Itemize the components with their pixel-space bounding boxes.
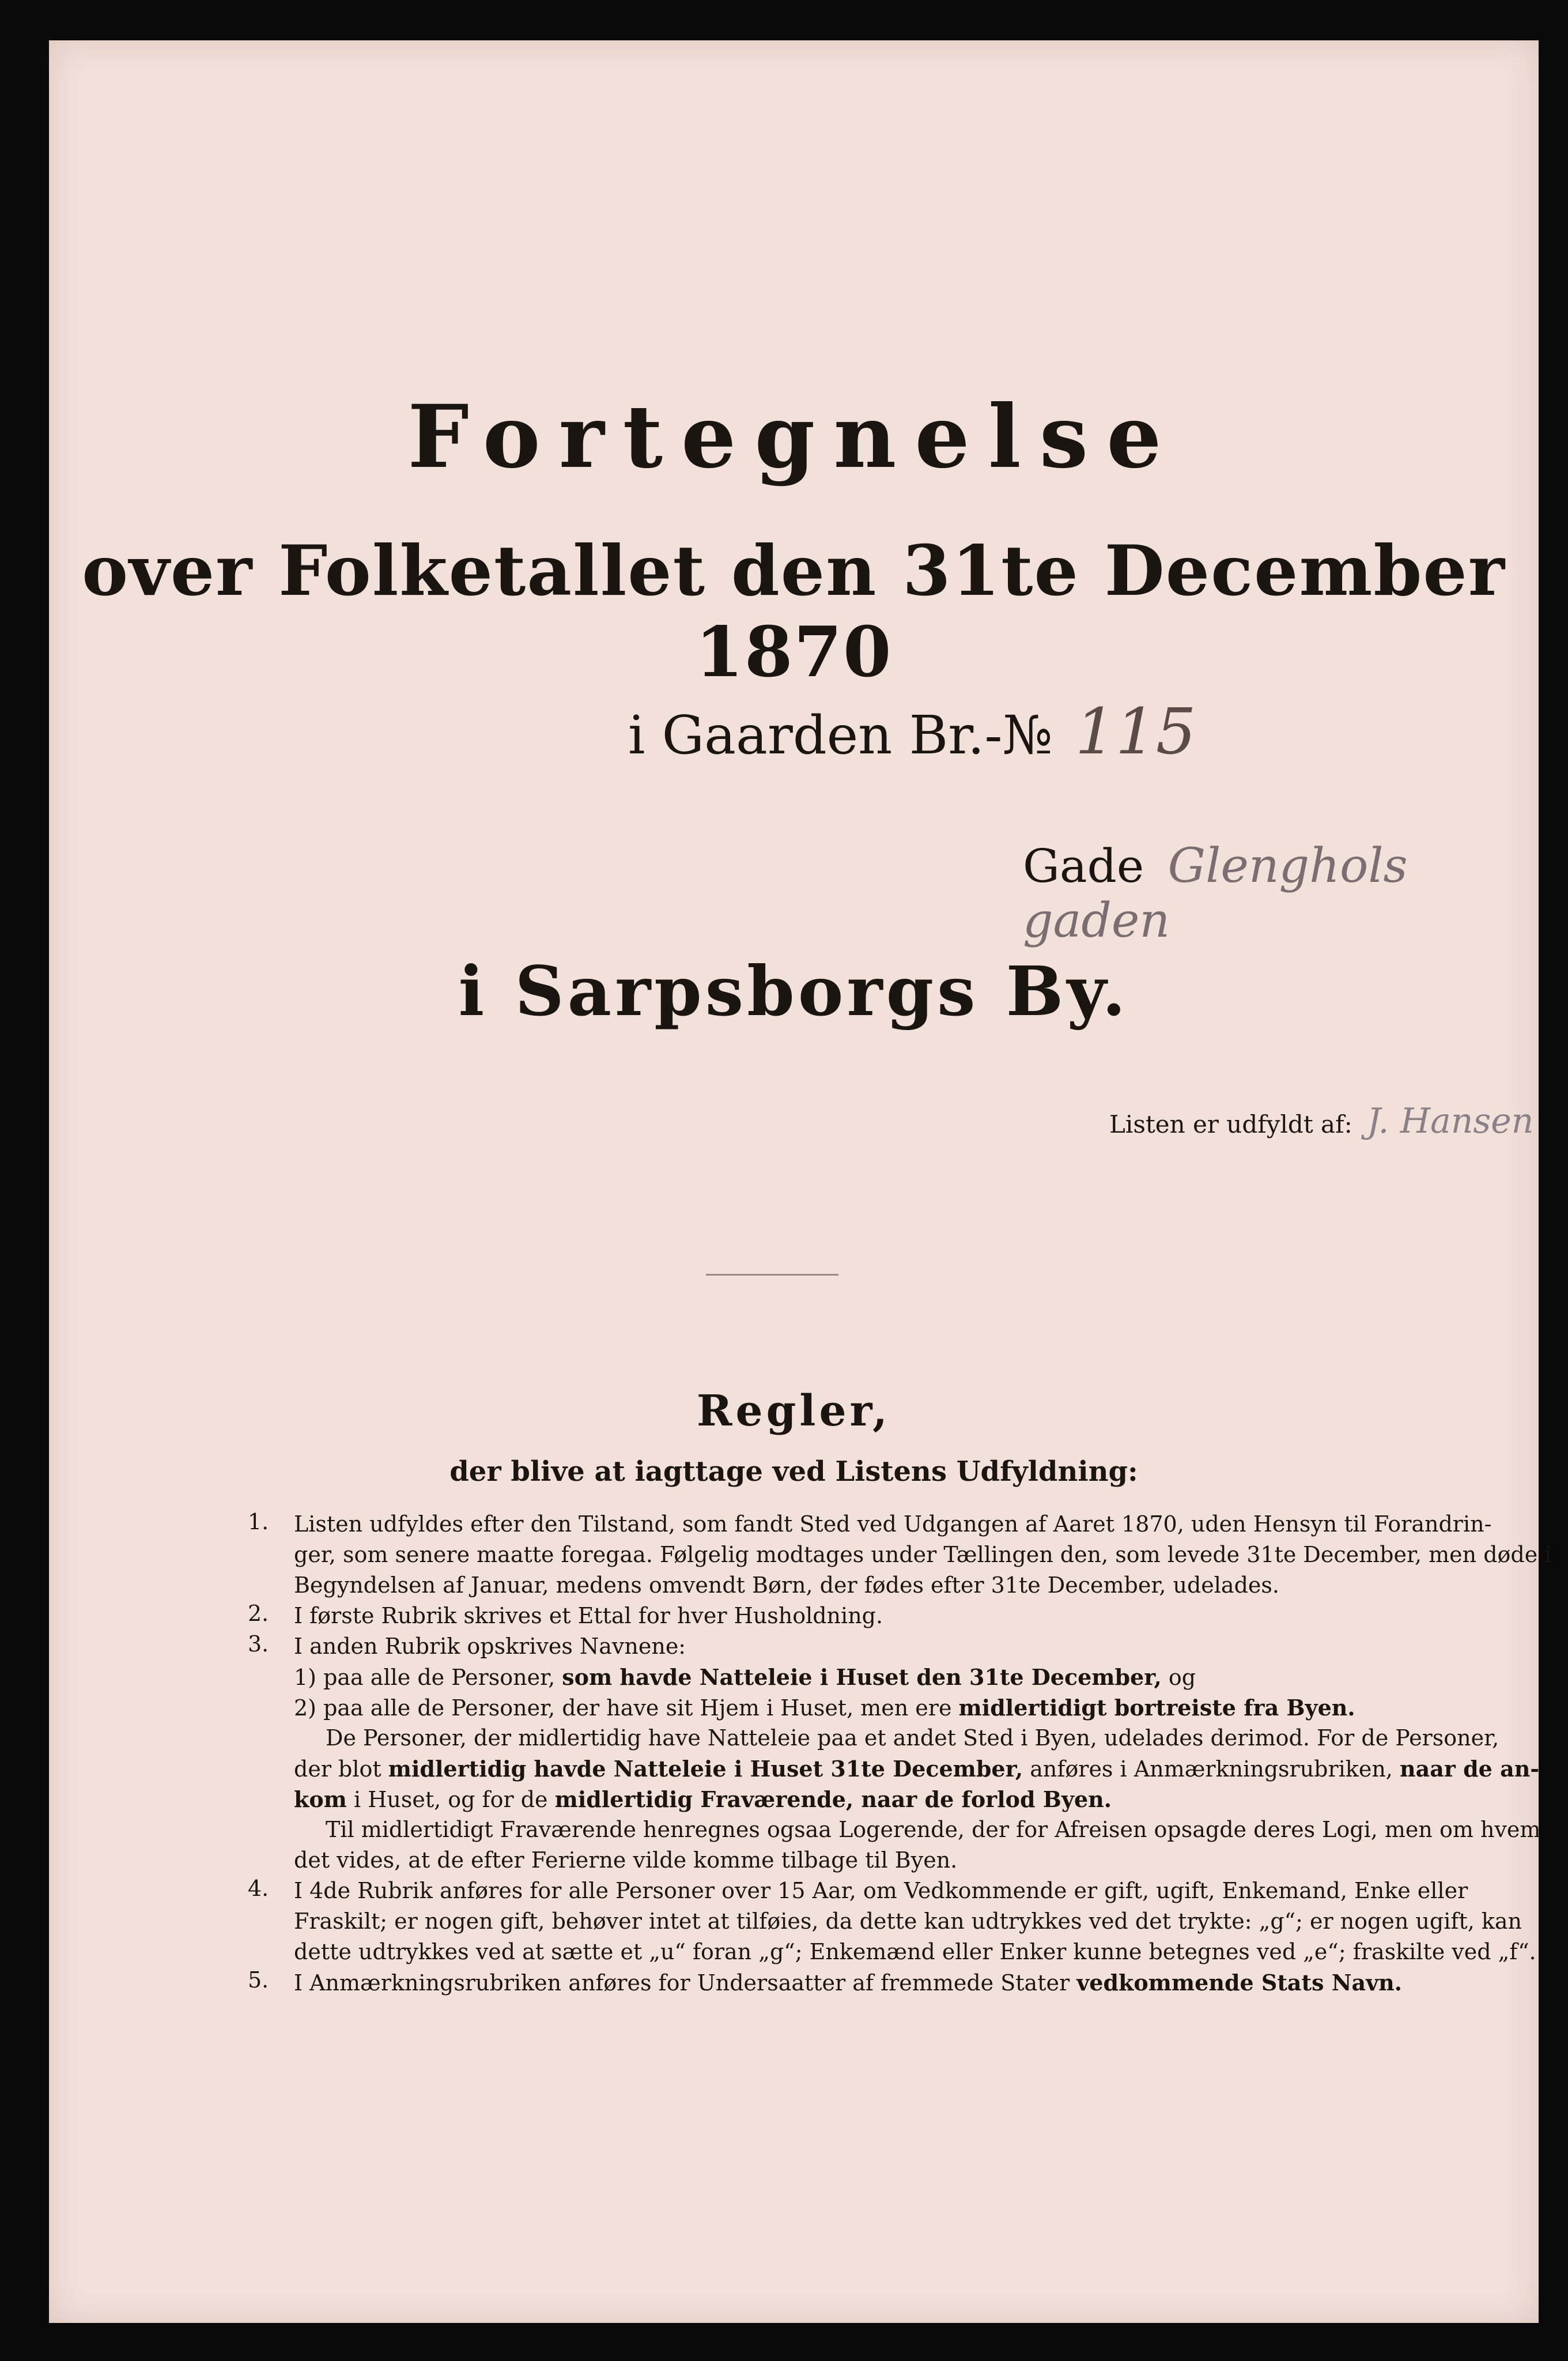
census-form-page [49,40,1552,2323]
filled-by-line [1109,1101,1533,1141]
rule-number: 5. [248,1967,269,1993]
rules-title: Regler, [697,1386,891,1436]
gaard-label: i Gaarden Br.-№ [628,704,1053,766]
rule-3-note-line-3 [294,1784,1112,1815]
rule-3-item-2-text: 2) paa alle de Personer, der have sit Hjem i Huset, men ere [294,1695,952,1721]
rule-3-extra-line-1: Til midlertidigt Fraværende henregnes ogsaa Logerende, der for Afreisen opsagde deres Logi, men om hvem [326,1817,1541,1842]
rule-5-text: I Anmærkningsrubriken anføres for Undersaatter af fremmede Stater [294,1970,1070,1996]
gade-value-handwritten: Glenghols gaden [1023,839,1408,948]
rule-5 [294,1967,1402,1998]
rule-number: 4. [248,1876,269,1901]
rule-3-note-emphasis: midlertidig Fraværende, naar de forlod Byen. [554,1786,1112,1812]
rule-3-note-line-2 [294,1753,1539,1785]
separator-line [706,1274,838,1276]
gade-line [1023,839,1539,948]
rule-5-emphasis: vedkommende Stats Navn. [1076,1970,1403,1996]
form-title: Fortegnelse [407,386,1180,488]
rule-number: 3. [248,1631,269,1657]
rule-3-item-2 [294,1692,1355,1723]
filled-by-handwritten: J. Hansen [1367,1101,1534,1141]
rule-3-note-line-1: De Personer, der midlertidig have Natteleie paa et andet Sted i Byen, udelades derimod. For de Personer, [326,1725,1499,1751]
town-heading: i Sarpsborgs By. [458,951,1129,1031]
gaard-number-handwritten: 115 [1075,695,1196,768]
rule-3-item-1-emphasis: som havde Natteleie i Huset den 31te December, [562,1664,1162,1690]
rule-4-line-1: I 4de Rubrik anføres for alle Personer over 15 Aar, om Vedkommende er gift, ugift, Enkemand, Enke eller [294,1878,1468,1903]
rule-3-note-emphasis: naar de an- [1399,1756,1540,1782]
rule-3-note-emphasis: kom [294,1786,347,1812]
rule-3: I anden Rubrik opskrives Navnene: [294,1634,686,1659]
rule-3-item-1 [294,1662,1196,1693]
form-subtitle: over Folketallet den 31te December 1870 [82,530,1506,693]
rule-3-note-text: der blot [294,1756,381,1782]
rule-3-item-2-emphasis: midlertidigt bortreiste fra Byen. [958,1695,1355,1721]
gaard-line [628,695,1196,768]
rule-number: 1. [248,1509,269,1534]
rule-1-line-1: Listen udfyldes efter den Tilstand, som fandt Sted ved Udgangen af Aaret 1870, uden Hensyn til Forandrin- [294,1511,1492,1537]
rule-3-extra-line-2: det vides, at de efter Ferierne vilde komme tilbage til Byen. [294,1847,958,1873]
rules-subtitle: der blive at iagttage ved Listens Udfyldning: [449,1455,1138,1488]
rule-1-line-2: ger, som senere maatte foregaa. Følgelig modtages under Tællingen den, som levede 31te December, men døde i [294,1542,1552,1567]
rule-3-note-emphasis: midlertidig havde Natteleie i Huset 31te December, [388,1756,1023,1782]
rule-3-item-1-text: 1) paa alle de Personer, [294,1665,556,1690]
rule-1-line-3: Begyndelsen af Januar, medens omvendt Børn, der fødes efter 31te December, udelades. [294,1572,1279,1598]
rule-number: 2. [248,1601,269,1626]
rule-4-line-3: dette udtrykkes ved at sætte et „u“ foran „g“; Enkemænd eller Enker kunne betegnes ved „e“; fraskilte ved „f“. [294,1939,1536,1964]
rule-3-note-text: anføres i Anmærkningsrubriken, [1030,1756,1393,1782]
gade-label: Gade [1023,839,1144,893]
rule-4-line-2: Fraskilt; er nogen gift, behøver intet at tilføies, da dette kan udtrykkes ved det trykte: „g“; er nogen ugift, kan [294,1909,1522,1934]
filled-by-label: Listen er udfyldt af: [1109,1110,1352,1138]
rule-3-item-1-tail: og [1168,1665,1196,1690]
rule-3-note-text: i Huset, og for de [353,1787,548,1812]
rule-2: I første Rubrik skrives et Ettal for hver Husholdning. [294,1603,883,1628]
